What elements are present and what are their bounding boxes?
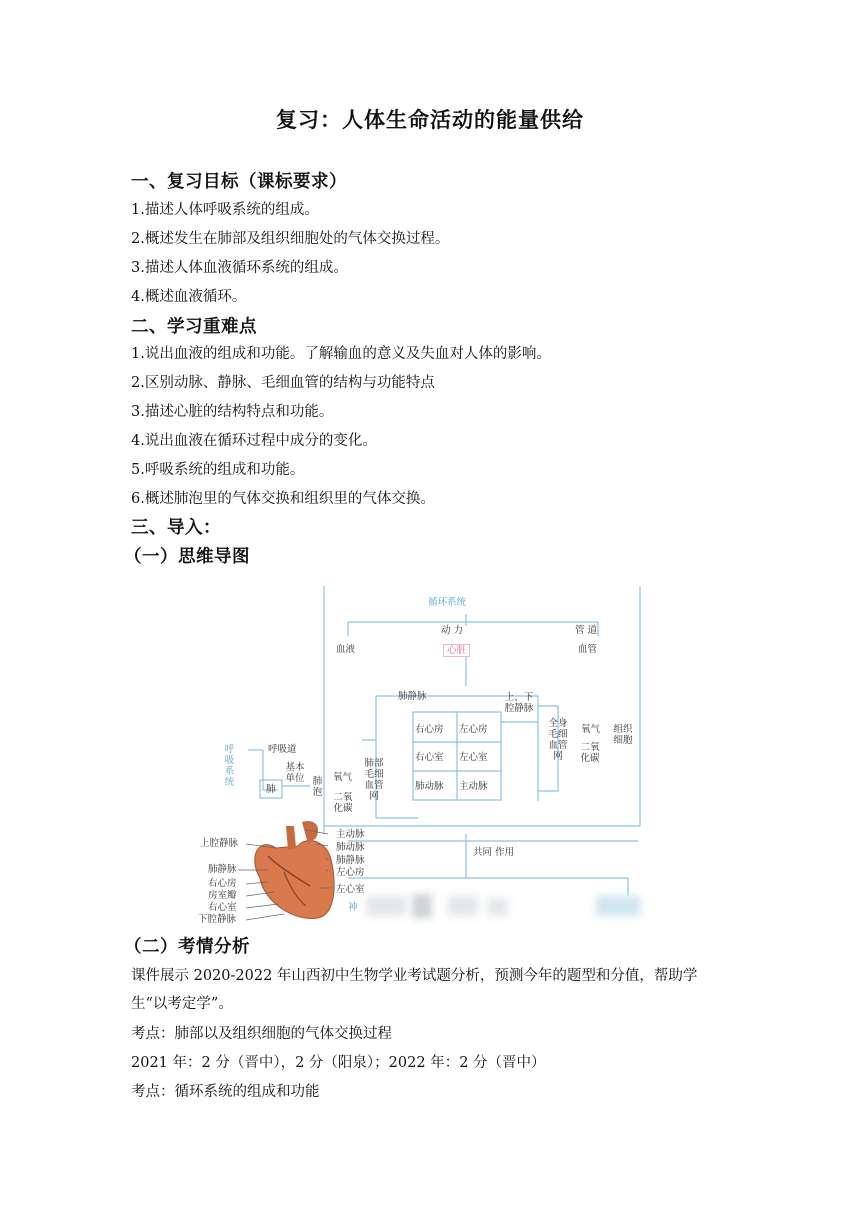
exam-point-1: 考点：肺部以及组织细胞的气体交换过程: [131, 1026, 392, 1042]
section-heading-key-points: 二、学习重难点: [131, 317, 257, 337]
label-cooperation: 共同 作用: [473, 847, 515, 858]
blurred-region: [596, 896, 640, 916]
label-right-ventricle: 右心室: [415, 752, 444, 763]
heart-label-left: 房室瓣: [208, 890, 237, 901]
label-aorta: 主动脉: [459, 781, 488, 792]
blurred-region: [412, 894, 432, 918]
label-tissue-cells: 组织细胞: [613, 724, 633, 746]
goal-item: 4.概述血液循环。: [131, 289, 247, 305]
exam-analysis-paragraph: 课件展示 2020-2022 年山西初中生物学业考试题分析，预测今年的题型和分值，帮助学生“以考定学”。: [131, 968, 698, 1012]
label-oxygen-lung: 氧气: [333, 772, 353, 783]
heart-label-right: 主动脉: [336, 829, 365, 840]
label-airway: 呼吸道: [268, 744, 297, 755]
key-point-item: 2.区别动脉、静脉、毛细血管的结构与功能特点: [131, 375, 435, 391]
blurred-region: [488, 898, 508, 916]
subheading-exam-analysis: （二）考情分析: [124, 937, 250, 957]
label-co2: 二氧化碳: [580, 742, 600, 764]
exam-scores: 2021 年：2 分（晋中），2 分（阳泉）；2022 年：2 分（晋中）: [131, 1055, 546, 1071]
label-power: 动 力: [441, 625, 464, 636]
heart-label-left: 右心室: [208, 902, 237, 913]
heart-label-left: 肺静脉: [208, 864, 237, 875]
section-heading-intro: 三、导入：: [131, 518, 221, 538]
label-heart: 心脏: [443, 644, 470, 657]
heart-label-left: 上腔静脉: [200, 838, 239, 849]
page-title: 复习：人体生命活动的能量供给: [276, 108, 584, 132]
label-pulmonary-artery: 肺动脉: [415, 781, 444, 792]
label-systemic-capillaries: 全身毛细血管网: [548, 718, 568, 762]
label-left-ventricle: 左心室: [459, 752, 488, 763]
goal-item: 2.概述发生在肺部及组织细胞处的气体交换过程。: [131, 231, 450, 247]
label-pulmonary-vein: 肺静脉: [398, 691, 427, 702]
mind-map-diagram: [198, 586, 644, 928]
label-nerve: 神: [348, 902, 358, 913]
blurred-region: [366, 896, 406, 916]
heart-label-left: 右心房: [208, 878, 237, 889]
subheading-mind-map: （一）思维导图: [124, 547, 250, 567]
key-point-item: 1.说出血液的组成和功能。了解输血的意义及失血对人体的影响。: [131, 346, 551, 362]
label-basic-unit: 基本单位: [285, 762, 305, 784]
label-co2-lung: 二氧化碳: [333, 792, 353, 814]
label-circulatory-system: 循环系统: [428, 597, 467, 608]
key-point-item: 6.概述肺泡里的气体交换和组织里的气体交换。: [131, 491, 435, 507]
heart-label-right: 左心房: [336, 867, 365, 878]
label-vena-cava: 上、下腔静脉: [504, 692, 534, 714]
label-vessels-top: 管 道: [575, 625, 598, 636]
label-oxygen: 氧气: [581, 724, 601, 735]
label-right-atrium: 右心房: [415, 724, 444, 735]
label-vessels: 血管: [578, 644, 598, 655]
label-lung: 肺: [266, 784, 276, 795]
label-blood: 血液: [336, 644, 356, 655]
goal-item: 3.描述人体血液循环系统的组成。: [131, 260, 348, 276]
section-heading-goals: 一、复习目标（课标要求）: [131, 172, 347, 192]
heart-label-right: 左心室: [336, 884, 365, 895]
heart-label-right: 肺动脉: [336, 842, 365, 853]
heart-label-right: 肺静脉: [336, 855, 365, 866]
label-lung-capillaries: 肺部毛细血管网: [364, 758, 384, 802]
label-left-atrium: 左心房: [459, 724, 488, 735]
key-point-item: 4.说出血液在循环过程中成分的变化。: [131, 433, 377, 449]
key-point-item: 3.描述心脏的结构特点和功能。: [131, 404, 334, 420]
exam-point-2: 考点：循环系统的组成和功能: [131, 1084, 320, 1100]
label-alveolus: 肺泡: [312, 776, 323, 798]
blurred-region: [448, 896, 478, 916]
heart-label-left: 下腔静脉: [198, 914, 237, 925]
goal-item: 1.描述人体呼吸系统的组成。: [131, 202, 319, 218]
label-respiratory-system: 呼吸系统: [224, 744, 235, 788]
key-point-item: 5.呼吸系统的组成和功能。: [131, 462, 305, 478]
